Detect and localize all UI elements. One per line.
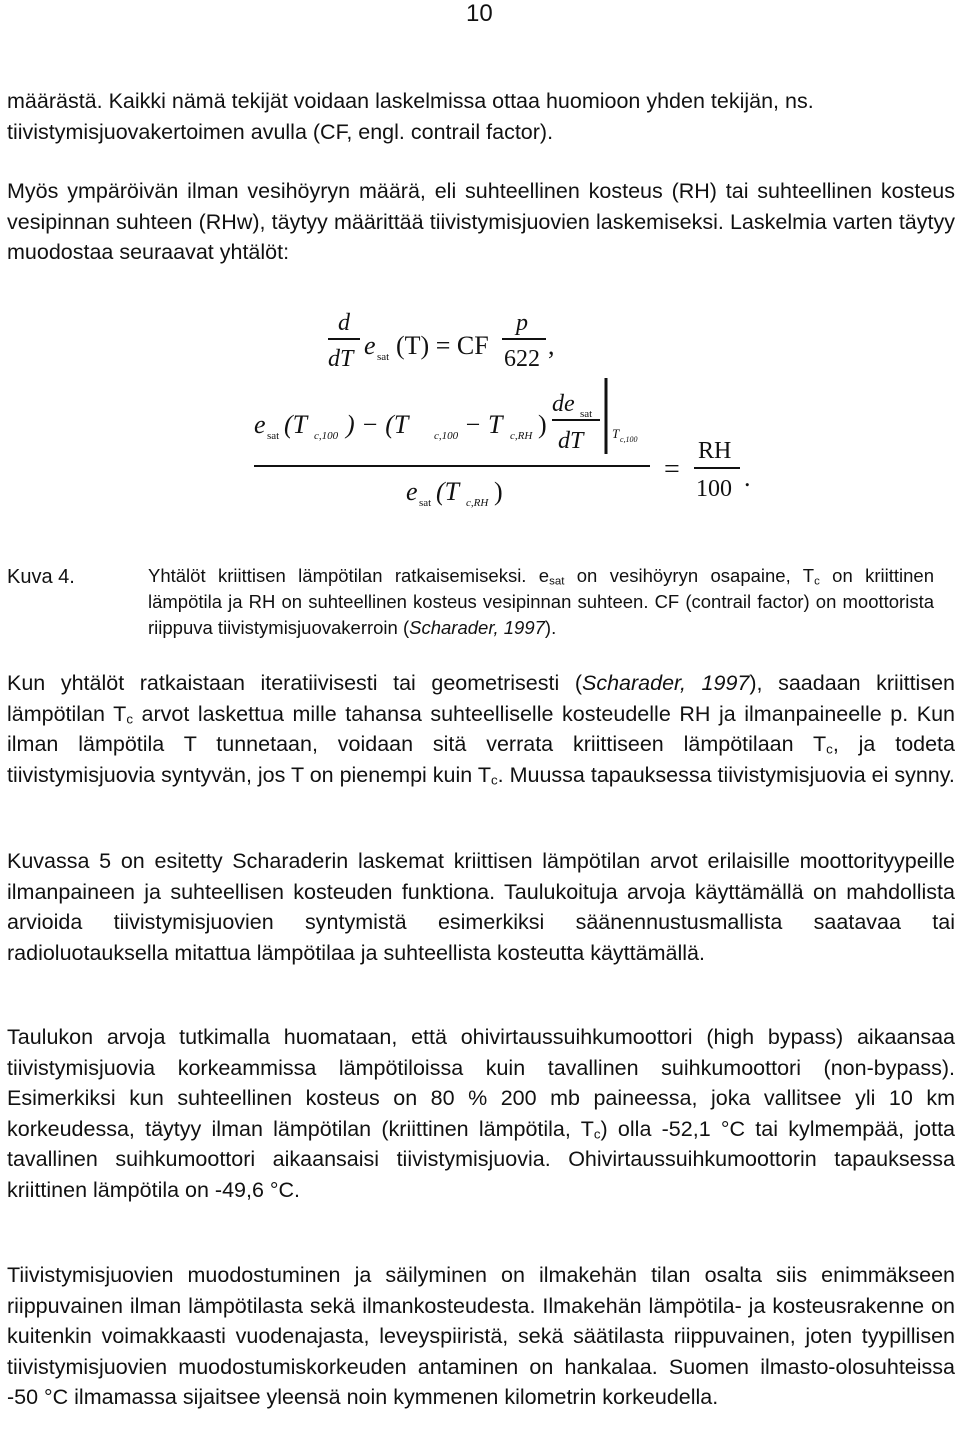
formula-image (240, 308, 770, 508)
eq2-eval: T (612, 426, 620, 441)
page-number: 10 (466, 0, 493, 27)
eq2-e: e (254, 410, 266, 439)
eq1-622: 622 (504, 346, 540, 372)
eq2-sat: sat (267, 430, 280, 442)
eq2-equals: = (664, 454, 680, 485)
eq2-RH: RH (698, 438, 732, 464)
eq2-den-e: e (406, 477, 418, 506)
eq1-dT: dT (328, 346, 354, 372)
paragraph-5: Taulukon arvoja tutkimalla huomataan, että ohivirtaussuihkumoottori (high bypass) aikaansaa tiivistymisjuovia korkeammissa lämpötiloissa kuin tavallinen suihkumoottori (non-bypass). Esimerkiksi kun suhteellinen kosteus on 80 % 200 mb paineessa, joka vallitsee yli 10 km korkeudessa, täytyy ilman lämpötilan (kriittinen lämpötila, $T_c$) olla -52,1 °C tai kylmempää, jotta tavallinen suihkumoottori aikaansaisi tiivistymisjuovia. Ohivirtaussuihkumoottorin tapauksessa kriittinen lämpötila on -49,6 °C. (7, 1025, 955, 1202)
eq2-mid: ) − (T (346, 410, 409, 439)
eq2-de: de (552, 391, 575, 417)
eq2-sub3: c,RH (510, 430, 533, 442)
eq2-100: 100 (696, 476, 732, 502)
eq1-comma: , (548, 331, 555, 360)
eq2-close: ) (538, 410, 547, 439)
figure-caption: Yhtälöt kriittisen lämpötilan ratkaisemiseksi. $e_{sat}$ on vesihöyryn osapaine, $T_c$ on kriittinen lämpötila ja RH on suhteellinen kosteus vesipinnan suhteen. CF (contrail factor) on moottorista riippuva tiivistymisjuovakerroin (Scharader, 1997). (148, 565, 934, 638)
paragraph-2: Myös ympäröivän ilman vesihöyryn määrä, eli suhteellinen kosteus (RH) tai suhteellinen kosteus vesipinnan suhteen (RHw), täytyy määrittää tiivistymisjuovien laskemiseksi. Laskelmia varten täytyy muodostaa seuraavat yhtälöt: (7, 179, 955, 264)
paragraph-1: määrästä. Kaikki nämä tekijät voidaan laskelmissa ottaa huomioon yhden tekijän, ns. tiivistymisjuovakertoimen avulla (CF, engl. contrail factor). (7, 89, 814, 144)
eq1-sat: sat (377, 351, 390, 363)
eq1-d: d (338, 310, 350, 336)
eq2-sub2: c,100 (434, 430, 459, 442)
eq2-dot: . (744, 463, 751, 492)
eq2-den-T: (T (436, 477, 460, 506)
eq2-sub1: c,100 (314, 430, 339, 442)
paragraph-4: Kuvassa 5 on esitetty Scharaderin laskemat kriittisen lämpötilan arvot erilaisille moottorityypeille ilmanpaineen ja suhteellisen kosteuden funktiona. Taulukoituja arvoja käyttämällä on mahdollista arvioida tiivistymisjuovien syntymistä esimerkiksi säänennustusmallista saatavaa tai radioluotauksella mitattua lämpötilaa ja suhteellista kosteutta käyttämällä. (7, 849, 955, 965)
paragraph-6: Tiivistymisjuovien muodostuminen ja säilyminen on ilmakehän tilan osalta siis enimmäkseen riippuvainen ilman lämpötilasta sekä ilmankosteudesta. Ilmakehän lämpötila- ja kosteusrakenne on kuitenkin voimakkaasti vuodenajasta, leveyspiiristä, sekä säätilasta riippuvainen, joten tyypillisen tiivistymisjuovien muodostumiskorkeuden antaminen on hankalaa. Suomen ilmasto-olosuhteissa -50 °C ilmamassa sijaitsee yleensä noin kymmenen kilometrin korkeudella. (7, 1263, 955, 1409)
eq2-T1: (T (284, 410, 308, 439)
eq1-p: p (516, 310, 528, 336)
eq2-dT: dT (558, 428, 584, 454)
eq1-e: e (364, 331, 376, 360)
figure-label: Kuva 4. (7, 566, 75, 588)
eq2-den-sub: c,RH (466, 497, 489, 508)
eq2-den-close: ) (494, 477, 503, 506)
eq2-minus: − T (464, 410, 503, 439)
eq1-T: (T) = CF (396, 331, 489, 360)
eq2-evalsub: c,100 (620, 435, 638, 444)
paragraph-3: Kun yhtälöt ratkaistaan iteratiivisesti tai geometrisesti (Scharader, 1997), saadaan kriittisen lämpötilan $T_c$ arvot laskettua mille tahansa suhteelliselle kosteudelle RH ja ilmanpaineelle p. Kun ilman lämpötila T tunnetaan, voidaan sitä verrata kriittiseen lämpötilaan $T_c$, ja todeta tiivistymisjuovia syntyvän, jos T on pienempi kuin $T_c$. Muussa tapauksessa tiivistymisjuovia ei synny. (7, 671, 956, 788)
eq2-den-sat: sat (419, 497, 432, 508)
eq2-desat: sat (580, 408, 593, 420)
